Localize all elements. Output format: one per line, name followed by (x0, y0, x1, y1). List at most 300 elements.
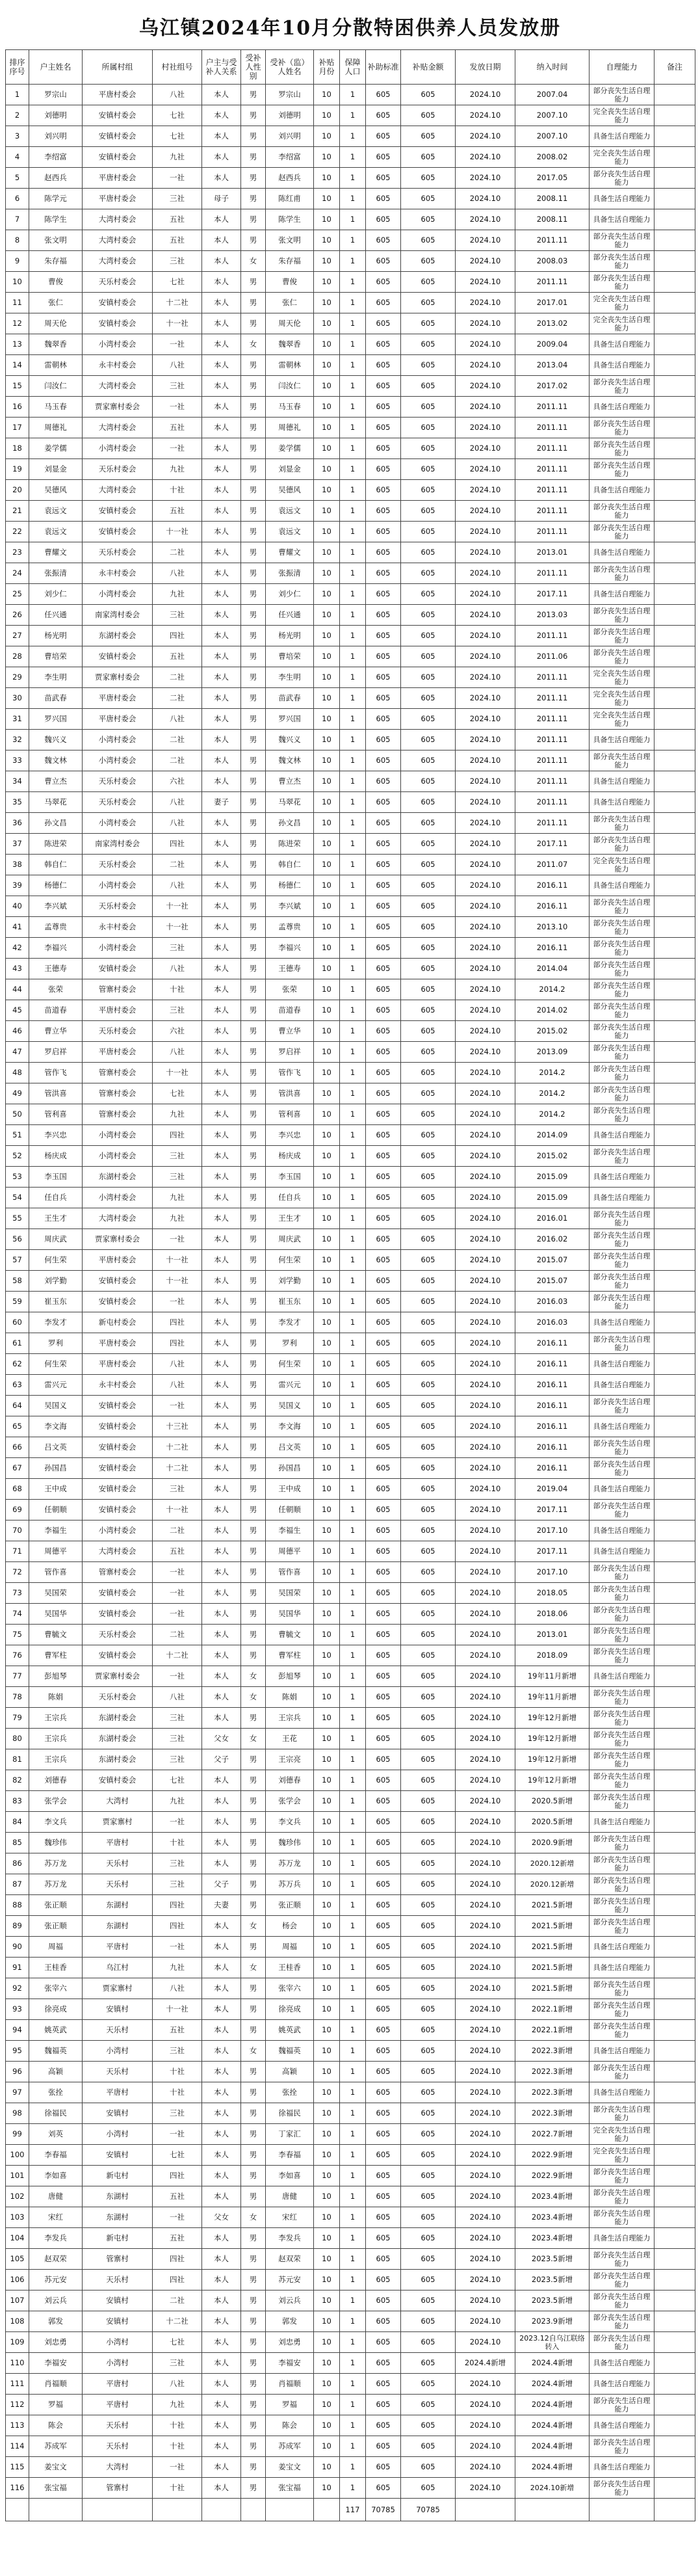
cell-relation: 本人 (202, 896, 241, 917)
cell-village: 管寨村 (83, 2249, 153, 2270)
cell-recipient-name: 管利喜 (266, 1104, 314, 1125)
cell-group-number: 十社 (153, 480, 202, 501)
cell-recipient-name: 曹立华 (266, 1021, 314, 1042)
table-row (6, 2415, 695, 2436)
table-row (6, 792, 695, 813)
cell-village: 新屯村 (83, 2166, 153, 2186)
cell-gender: 男 (241, 438, 266, 459)
table-row (6, 626, 695, 646)
cell-group-number: 五社 (153, 209, 202, 230)
cell-recipient-name: 王中成 (266, 1479, 314, 1500)
cell-village: 大湾村 (83, 2457, 153, 2478)
cell-relation: 本人 (202, 397, 241, 418)
cell-standard: 605 (366, 1500, 401, 1520)
cell-group-number: 七社 (153, 2145, 202, 2166)
cell-household-size: 1 (340, 1000, 366, 1021)
cell-standard: 605 (366, 771, 401, 792)
cell-row-number: 86 (6, 1853, 29, 1874)
cell-recipient-name: 陈娟 (266, 1687, 314, 1708)
cell-household-size: 1 (340, 1396, 366, 1416)
cell-enrollment-date: 2020.5新增 (515, 1791, 590, 1812)
cell-relation: 父女 (202, 1729, 241, 1749)
cell-head-name: 彭旭琴 (29, 1666, 83, 1687)
cell-row-number: 103 (6, 2207, 29, 2228)
cell-village: 天乐村委会 (83, 272, 153, 293)
table-row (6, 2395, 695, 2415)
table-row (6, 147, 695, 168)
table-row (6, 1208, 695, 1229)
cell-relation: 本人 (202, 667, 241, 688)
cell-gender: 男 (241, 1229, 266, 1250)
cell-village: 小湾村委会 (83, 1146, 153, 1167)
cell-amount: 605 (401, 501, 456, 522)
cell-relation: 本人 (202, 2332, 241, 2353)
cell-payment-date: 2024.10 (456, 896, 515, 917)
cell-head-name: 刘少仁 (29, 584, 83, 605)
cell-amount: 605 (401, 709, 456, 730)
cell-enrollment-date: 19年11月新增 (515, 1666, 590, 1687)
cell-amount: 605 (401, 1791, 456, 1812)
cell-self-care-ability: 部分丧失生活自理能力 (590, 2478, 655, 2499)
cell-household-size: 1 (340, 792, 366, 813)
cell-enrollment-date: 2020.5新增 (515, 1812, 590, 1833)
cell-head-name: 陈娟 (29, 1687, 83, 1708)
cell-amount: 605 (401, 1916, 456, 1937)
cell-household-size: 1 (340, 1666, 366, 1687)
cell-gender: 男 (241, 1749, 266, 1770)
cell-relation: 本人 (202, 1354, 241, 1375)
cell-self-care-ability: 部分丧失生活自理能力 (590, 1208, 655, 1229)
cell-standard: 605 (366, 875, 401, 896)
cell-self-care-ability: 部分丧失生活自理能力 (590, 626, 655, 646)
cell-self-care-ability: 具备生活自理能力 (590, 1167, 655, 1188)
header-recipient-name: 受补（监）人姓名 (266, 50, 314, 85)
cell-village: 小湾村委会 (83, 584, 153, 605)
cell-subsidy-month: 10 (314, 2041, 340, 2062)
cell-group-number: 三社 (153, 1729, 202, 1749)
cell-group-number: 十一社 (153, 896, 202, 917)
cell-household-size: 1 (340, 418, 366, 438)
cell-relation: 本人 (202, 334, 241, 355)
cell-enrollment-date: 2008.02 (515, 147, 590, 168)
cell-subsidy-month: 10 (314, 1063, 340, 1083)
cell-row-number: 69 (6, 1500, 29, 1520)
cell-group-number: 五社 (153, 646, 202, 667)
cell-self-care-ability: 完全丧失生活自理能力 (590, 293, 655, 313)
cell-household-size: 1 (340, 1083, 366, 1104)
cell-village: 东湖村委会 (83, 626, 153, 646)
cell-remarks (655, 126, 695, 147)
cell-subsidy-month: 10 (314, 1437, 340, 1458)
cell-village: 平唐村委会 (83, 1250, 153, 1271)
cell-enrollment-date: 2011.11 (515, 709, 590, 730)
cell-recipient-name: 管洪喜 (266, 1083, 314, 1104)
cell-standard: 605 (366, 2124, 401, 2145)
cell-head-name: 李兴斌 (29, 896, 83, 917)
cell-gender: 男 (241, 813, 266, 834)
cell-household-size: 1 (340, 1687, 366, 1708)
cell-enrollment-date: 2011.11 (515, 501, 590, 522)
cell-gender: 男 (241, 1167, 266, 1188)
cell-recipient-name: 韩自仁 (266, 855, 314, 875)
cell-relation: 本人 (202, 1604, 241, 1625)
cell-group-number: 三社 (153, 2041, 202, 2062)
cell-row-number: 2 (6, 105, 29, 126)
cell-enrollment-date: 2011.11 (515, 459, 590, 480)
cell-standard: 605 (366, 2311, 401, 2332)
cell-group-number: 一社 (153, 1562, 202, 1583)
cell-payment-date: 2024.10 (456, 230, 515, 251)
cell-payment-date: 2024.10 (456, 1853, 515, 1874)
cell-village: 小湾村委会 (83, 438, 153, 459)
cell-enrollment-date: 2015.02 (515, 1146, 590, 1167)
cell-payment-date: 2024.10 (456, 1083, 515, 1104)
cell-row-number: 10 (6, 272, 29, 293)
cell-amount: 605 (401, 2311, 456, 2332)
cell-standard: 605 (366, 334, 401, 355)
cell-head-name: 肖福顺 (29, 2374, 83, 2395)
cell-remarks (655, 646, 695, 667)
cell-group-number: 二社 (153, 2291, 202, 2311)
cell-household-size: 1 (340, 2041, 366, 2062)
cell-subsidy-month: 10 (314, 1229, 340, 1250)
cell-head-name: 刘兴明 (29, 126, 83, 147)
cell-amount: 605 (401, 2332, 456, 2353)
cell-recipient-name: 曹立杰 (266, 771, 314, 792)
cell-row-number: 65 (6, 1416, 29, 1437)
cell-amount: 605 (401, 584, 456, 605)
cell-relation: 本人 (202, 1978, 241, 1999)
cell-household-size: 1 (340, 667, 366, 688)
cell-payment-date: 2024.10 (456, 1271, 515, 1292)
cell-self-care-ability: 具备生活自理能力 (590, 1479, 655, 1500)
cell-enrollment-date: 2022.3新增 (515, 2041, 590, 2062)
cell-self-care-ability: 部分丧失生活自理能力 (590, 418, 655, 438)
cell-payment-date: 2024.10 (456, 1125, 515, 1146)
cell-self-care-ability: 部分丧失生活自理能力 (590, 979, 655, 1000)
roster-table-container (5, 49, 695, 2521)
cell-amount: 605 (401, 2353, 456, 2374)
cell-group-number: 八社 (153, 355, 202, 376)
cell-subsidy-month: 10 (314, 688, 340, 709)
cell-standard: 605 (366, 2457, 401, 2478)
cell-household-size: 1 (340, 979, 366, 1000)
cell-standard: 605 (366, 1250, 401, 1271)
cell-payment-date: 2024.10 (456, 501, 515, 522)
cell-amount: 605 (401, 1541, 456, 1562)
cell-subsidy-month: 10 (314, 1042, 340, 1063)
cell-relation: 本人 (202, 646, 241, 667)
cell-amount: 605 (401, 1292, 456, 1312)
cell-payment-date: 2024.10 (456, 1292, 515, 1312)
table-row (6, 2436, 695, 2457)
cell-amount: 605 (401, 667, 456, 688)
table-row (6, 1791, 695, 1812)
cell-self-care-ability: 部分丧失生活自理能力 (590, 1604, 655, 1625)
cell-household-size: 1 (340, 293, 366, 313)
cell-amount: 605 (401, 542, 456, 563)
cell-self-care-ability: 具备生活自理能力 (590, 584, 655, 605)
cell-payment-date: 2024.10 (456, 2207, 515, 2228)
cell-gender: 男 (241, 2249, 266, 2270)
cell-amount: 605 (401, 813, 456, 834)
cell-self-care-ability: 具备生活自理能力 (590, 771, 655, 792)
cell-head-name: 管洪喜 (29, 1083, 83, 1104)
cell-gender: 男 (241, 1479, 266, 1500)
cell-standard: 605 (366, 2353, 401, 2374)
table-row (6, 272, 695, 293)
cell-payment-date: 2024.10 (456, 750, 515, 771)
cell-standard: 605 (366, 626, 401, 646)
cell-recipient-name: 吕文英 (266, 1437, 314, 1458)
cell-remarks (655, 1479, 695, 1500)
cell-gender: 男 (241, 147, 266, 168)
cell-household-size: 1 (340, 1416, 366, 1437)
table-row (6, 2082, 695, 2103)
cell-amount: 605 (401, 2020, 456, 2041)
cell-remarks (655, 355, 695, 376)
cell-head-name: 孟尊贵 (29, 917, 83, 938)
cell-gender: 男 (241, 2457, 266, 2478)
cell-recipient-name: 王生才 (266, 1208, 314, 1229)
cell-self-care-ability: 具备生活自理能力 (590, 792, 655, 813)
cell-amount: 605 (401, 1167, 456, 1188)
cell-gender: 男 (241, 1375, 266, 1396)
cell-payment-date: 2024.10 (456, 2436, 515, 2457)
cell-group-number: 四社 (153, 1312, 202, 1333)
cell-group-number: 四社 (153, 1333, 202, 1354)
cell-village: 小湾村 (83, 2124, 153, 2145)
table-row (6, 1416, 695, 1437)
cell-standard: 605 (366, 1333, 401, 1354)
cell-group-number: 十二社 (153, 293, 202, 313)
total-empty-cell (655, 2499, 695, 2521)
cell-head-name: 李福安 (29, 2353, 83, 2374)
cell-head-name: 李春福 (29, 2145, 83, 2166)
cell-relation: 本人 (202, 1271, 241, 1292)
cell-village: 东湖村 (83, 2207, 153, 2228)
cell-household-size: 1 (340, 2332, 366, 2353)
cell-household-size: 1 (340, 2291, 366, 2311)
cell-payment-date: 2024.10 (456, 334, 515, 355)
cell-recipient-name: 杨会 (266, 1916, 314, 1937)
header-group-number: 村社组号 (153, 50, 202, 85)
cell-recipient-name: 孙文昌 (266, 813, 314, 834)
cell-amount: 605 (401, 1250, 456, 1271)
cell-gender: 男 (241, 1812, 266, 1833)
cell-enrollment-date: 2021.5新增 (515, 1958, 590, 1978)
cell-remarks (655, 1541, 695, 1562)
table-row (6, 1958, 695, 1978)
cell-group-number: 一社 (153, 1812, 202, 1833)
cell-enrollment-date: 2014.2 (515, 1063, 590, 1083)
total-empty-cell (153, 2499, 202, 2521)
cell-head-name: 苏元安 (29, 2270, 83, 2291)
cell-relation: 本人 (202, 1500, 241, 1520)
cell-amount: 605 (401, 2478, 456, 2499)
cell-subsidy-month: 10 (314, 480, 340, 501)
cell-enrollment-date: 2017.11 (515, 1541, 590, 1562)
cell-standard: 605 (366, 1916, 401, 1937)
cell-amount: 605 (401, 147, 456, 168)
cell-enrollment-date: 2011.11 (515, 418, 590, 438)
cell-amount: 605 (401, 792, 456, 813)
cell-head-name: 孙文昌 (29, 813, 83, 834)
cell-enrollment-date: 2013.10 (515, 917, 590, 938)
cell-subsidy-month: 10 (314, 272, 340, 293)
cell-head-name: 宋红 (29, 2207, 83, 2228)
cell-remarks (655, 1167, 695, 1188)
cell-village: 小湾村委会 (83, 938, 153, 959)
cell-gender: 男 (241, 355, 266, 376)
cell-group-number: 七社 (153, 1083, 202, 1104)
cell-relation: 本人 (202, 2415, 241, 2436)
cell-village: 平唐村委会 (83, 189, 153, 209)
cell-standard: 605 (366, 2020, 401, 2041)
table-row (6, 1292, 695, 1312)
cell-group-number: 九社 (153, 1188, 202, 1208)
cell-standard: 605 (366, 272, 401, 293)
cell-recipient-name: 姜宝文 (266, 2457, 314, 2478)
cell-group-number: 九社 (153, 1791, 202, 1812)
cell-standard: 605 (366, 1167, 401, 1188)
cell-self-care-ability: 具备生活自理能力 (590, 126, 655, 147)
table-row (6, 2353, 695, 2374)
total-household-size: 117 (340, 2499, 366, 2521)
table-body (6, 85, 695, 2521)
cell-payment-date: 2024.10 (456, 1312, 515, 1333)
cell-standard: 605 (366, 605, 401, 626)
cell-remarks (655, 1229, 695, 1250)
cell-subsidy-month: 10 (314, 1708, 340, 1729)
cell-self-care-ability: 部分丧失生活自理能力 (590, 1978, 655, 1999)
cell-remarks (655, 1000, 695, 1021)
cell-standard: 605 (366, 1625, 401, 1645)
cell-remarks (655, 313, 695, 334)
cell-subsidy-month: 10 (314, 1479, 340, 1500)
table-row (6, 1021, 695, 1042)
cell-gender: 女 (241, 1958, 266, 1978)
cell-amount: 605 (401, 105, 456, 126)
cell-household-size: 1 (340, 126, 366, 147)
cell-remarks (655, 1958, 695, 1978)
cell-amount: 605 (401, 1895, 456, 1916)
cell-gender: 男 (241, 2395, 266, 2415)
cell-head-name: 姜宝文 (29, 2457, 83, 2478)
cell-group-number: 一社 (153, 438, 202, 459)
cell-village: 大湾村委会 (83, 376, 153, 397)
table-row (6, 1458, 695, 1479)
cell-amount: 605 (401, 979, 456, 1000)
cell-standard: 605 (366, 2374, 401, 2395)
cell-group-number: 四社 (153, 1125, 202, 1146)
cell-amount: 605 (401, 1562, 456, 1583)
table-row (6, 2457, 695, 2478)
cell-gender: 男 (241, 626, 266, 646)
cell-row-number: 64 (6, 1396, 29, 1416)
cell-household-size: 1 (340, 2374, 366, 2395)
cell-group-number: 十二社 (153, 1645, 202, 1666)
cell-payment-date: 2024.10 (456, 855, 515, 875)
cell-remarks (655, 1729, 695, 1749)
cell-enrollment-date: 19年12月新增 (515, 1729, 590, 1749)
cell-gender: 男 (241, 1874, 266, 1895)
cell-group-number: 八社 (153, 959, 202, 979)
cell-enrollment-date: 2016.11 (515, 875, 590, 896)
cell-row-number: 23 (6, 542, 29, 563)
cell-payment-date: 2024.10 (456, 667, 515, 688)
cell-enrollment-date: 19年11月新增 (515, 1687, 590, 1708)
cell-payment-date: 2024.10 (456, 1562, 515, 1583)
cell-standard: 605 (366, 1770, 401, 1791)
cell-household-size: 1 (340, 334, 366, 355)
cell-enrollment-date: 2016.01 (515, 1208, 590, 1229)
cell-standard: 605 (366, 2103, 401, 2124)
cell-enrollment-date: 2011.11 (515, 813, 590, 834)
cell-subsidy-month: 10 (314, 938, 340, 959)
cell-gender: 男 (241, 917, 266, 938)
cell-village: 天乐村 (83, 2062, 153, 2082)
cell-gender: 男 (241, 1833, 266, 1853)
cell-standard: 605 (366, 2166, 401, 2186)
cell-remarks (655, 750, 695, 771)
cell-household-size: 1 (340, 875, 366, 896)
cell-standard: 605 (366, 2041, 401, 2062)
header-head-name: 户主姓名 (29, 50, 83, 85)
cell-subsidy-month: 10 (314, 792, 340, 813)
cell-subsidy-month: 10 (314, 1375, 340, 1396)
cell-household-size: 1 (340, 2395, 366, 2415)
cell-amount: 605 (401, 2103, 456, 2124)
cell-standard: 605 (366, 1021, 401, 1042)
cell-remarks (655, 1520, 695, 1541)
cell-group-number: 九社 (153, 584, 202, 605)
cell-self-care-ability: 部分丧失生活自理能力 (590, 1104, 655, 1125)
cell-recipient-name: 魏文林 (266, 750, 314, 771)
cell-relation: 本人 (202, 230, 241, 251)
cell-amount: 605 (401, 1416, 456, 1437)
cell-payment-date: 2024.10 (456, 1729, 515, 1749)
cell-gender: 男 (241, 1978, 266, 1999)
cell-household-size: 1 (340, 730, 366, 750)
cell-group-number: 一社 (153, 1604, 202, 1625)
cell-head-name: 张文明 (29, 230, 83, 251)
cell-self-care-ability: 完全丧失生活自理能力 (590, 709, 655, 730)
cell-household-size: 1 (340, 522, 366, 542)
table-row (6, 293, 695, 313)
cell-group-number: 十社 (153, 2062, 202, 2082)
cell-household-size: 1 (340, 2082, 366, 2103)
cell-village: 大湾村委会 (83, 1541, 153, 1562)
cell-standard: 605 (366, 438, 401, 459)
cell-gender: 男 (241, 1500, 266, 1520)
cell-amount: 605 (401, 2436, 456, 2457)
cell-recipient-name: 唐健 (266, 2186, 314, 2207)
cell-subsidy-month: 10 (314, 1167, 340, 1188)
cell-relation: 本人 (202, 85, 241, 105)
cell-amount: 605 (401, 1146, 456, 1167)
cell-amount: 605 (401, 251, 456, 272)
table-row (6, 646, 695, 667)
cell-amount: 605 (401, 834, 456, 855)
cell-self-care-ability: 完全丧失生活自理能力 (590, 313, 655, 334)
cell-gender: 男 (241, 2270, 266, 2291)
cell-payment-date: 2024.10 (456, 1146, 515, 1167)
cell-payment-date: 2024.10 (456, 1791, 515, 1812)
cell-village: 小湾村 (83, 2353, 153, 2374)
cell-enrollment-date: 2024.4新增 (515, 2436, 590, 2457)
cell-household-size: 1 (340, 2270, 366, 2291)
